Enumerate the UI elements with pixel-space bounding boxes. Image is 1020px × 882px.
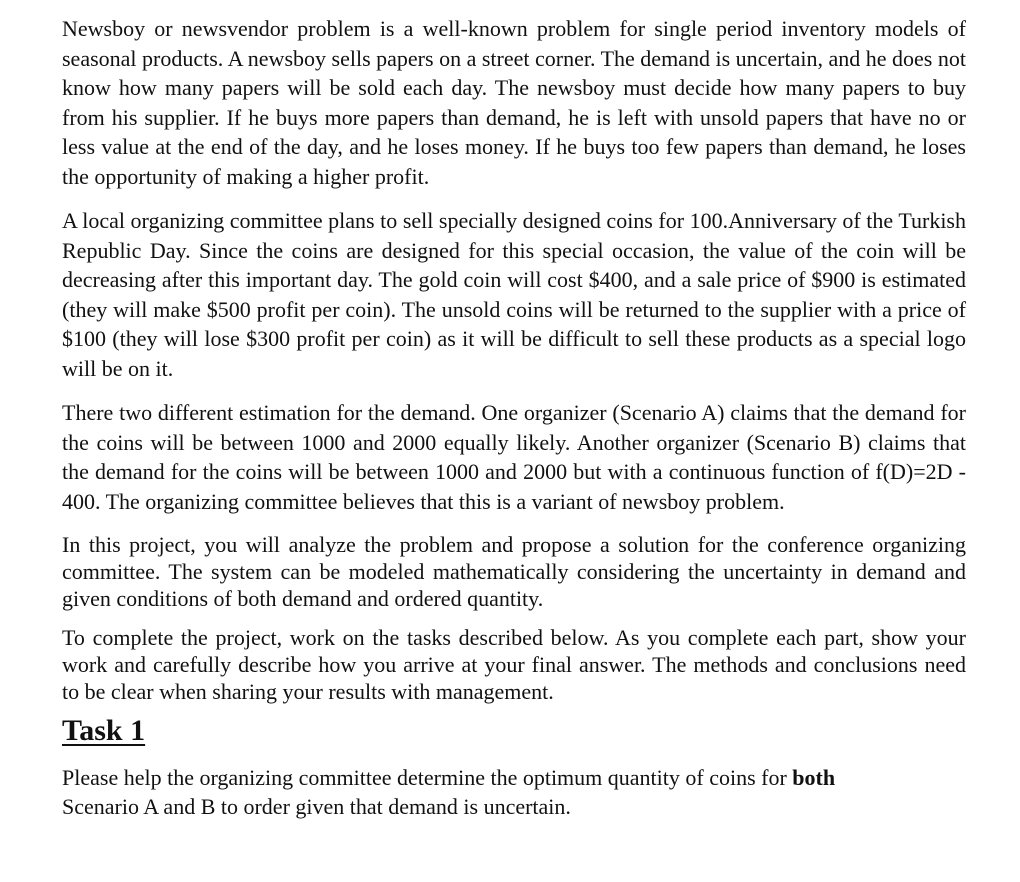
- task-text-after: Scenario A and B to order given that demand is uncertain.: [62, 794, 571, 819]
- task-heading: Task 1: [62, 714, 146, 747]
- task-text-before: Please help the organizing committee determine the optimum quantity of coins for: [62, 765, 793, 790]
- task-description: [62, 763, 966, 821]
- document-page: [62, 14, 966, 821]
- instructions-paragraph: To complete the project, work on the tasks described below. As you complete each part, show your work and carefully describe how you arrive at your final answer. The methods and conclusions need to be clear when sharing your results with management.: [62, 625, 966, 704]
- coin-problem-paragraph: A local organizing committee plans to sell specially designed coins for 100.Anniversary of the Turkish Republic Day. Since the coins are designed for this special occasion, the value of the coin will be decreasing after this important day. The gold coin will cost $400, and a sale price of $900 is estimated (they will make $500 profit per coin). The unsold coins will be returned to the supplier with a price of $100 (they will lose $300 profit per coin) as it will be difficult to sell these products as a special logo will be on it.: [62, 208, 966, 381]
- task-text-bold: both: [792, 765, 836, 790]
- demand-scenarios-paragraph: There two different estimation for the demand. One organizer (Scenario A) claims that the demand for the coins will be between 1000 and 2000 equally likely. Another organizer (Scenario B) claims that the demand for the coins will be between 1000 and 2000 but with a continuous function of f(D)=2D - 400. The organizing committee believes that this is a variant of newsboy problem.: [62, 400, 966, 514]
- project-overview-paragraph: In this project, you will analyze the problem and propose a solution for the conference organizing committee. The system can be modeled mathematically considering the uncertainty in demand and given conditions of both demand and ordered quantity.: [62, 532, 966, 611]
- intro-paragraph: Newsboy or newsvendor problem is a well-known problem for single period inventory models of seasonal products. A newsboy sells papers on a street corner. The demand is uncertain, and he does not know how many papers will be sold each day. The newsboy must decide how many papers to buy from his supplier. If he buys more papers than demand, he is left with unsold papers that have no or less value at the end of the day, and he loses money. If he buys too few papers than demand, he loses the opportunity of making a higher profit.: [62, 16, 966, 189]
